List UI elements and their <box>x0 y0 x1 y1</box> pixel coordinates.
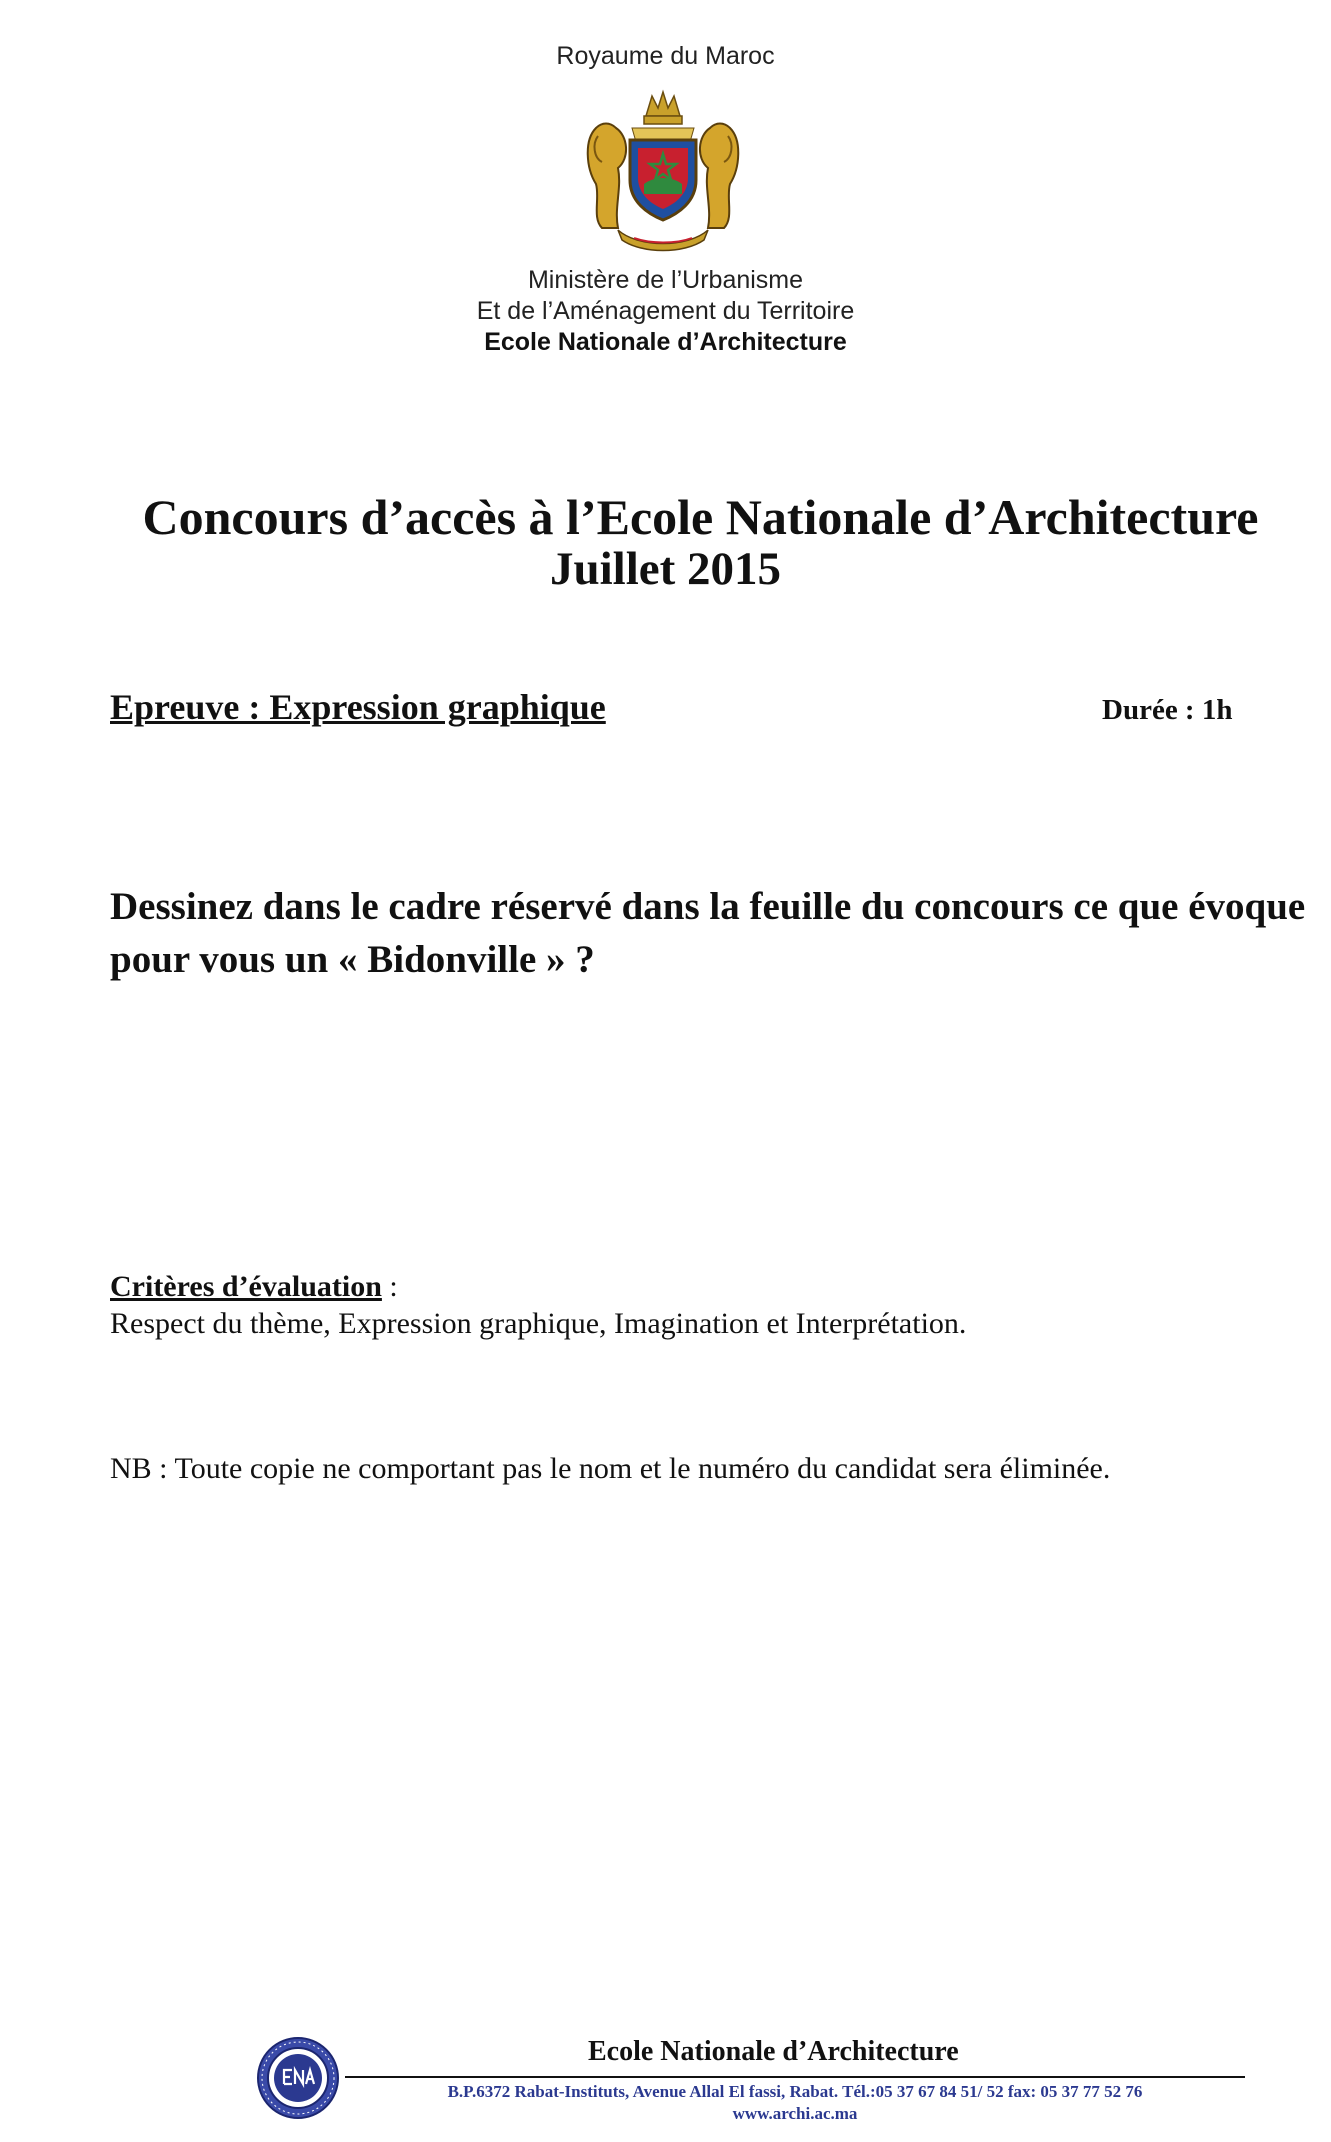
ministry-line-1: Ministère de l’Urbanisme <box>527 266 804 294</box>
criteria-text: Respect du thème, Expression graphique, Imagination et Interprétation. <box>110 1307 967 1340</box>
footer-school-name: Ecole Nationale d’Architecture <box>588 2036 959 2067</box>
country-name: Royaume du Maroc <box>556 42 775 70</box>
exam-duration: Durée : 1h <box>1102 694 1233 726</box>
exam-note: NB : Toute copie ne comportant pas le nom et le numéro du candidat sera éliminée. <box>110 1452 1111 1485</box>
moroccan-coat-of-arms-icon <box>578 88 748 256</box>
evaluation-criteria <box>110 1268 1290 1342</box>
exam-title: Concours d’accès à l’Ecole Nationale d’Architecture <box>142 489 1259 545</box>
criteria-title: Critères d’évaluation <box>110 1270 382 1303</box>
footer-website: www.archi.ac.ma <box>732 2104 858 2123</box>
exam-date: Juillet 2015 <box>549 543 782 595</box>
exam-question: Dessinez dans le cadre réservé dans la feuille du concours ce que évoque pour vous un « Bidonville » ? <box>110 885 1306 981</box>
exam-subject-label: Epreuve : Expression graphique <box>110 687 606 727</box>
footer-address: B.P.6372 Rabat-Instituts, Avenue Allal El fassi, Rabat. Tél.:05 37 67 84 51/ 52 fax: 05 37 77 52 76 <box>447 2082 1143 2101</box>
ena-seal-icon <box>256 2036 340 2120</box>
criteria-heading <box>110 1268 1290 1305</box>
ministry-line-2: Et de l’Aménagement du Territoire <box>476 297 855 325</box>
footer-divider <box>345 2076 1245 2078</box>
criteria-separator: : <box>381 1270 398 1303</box>
school-name-header: Ecole Nationale d’Architecture <box>484 328 847 356</box>
